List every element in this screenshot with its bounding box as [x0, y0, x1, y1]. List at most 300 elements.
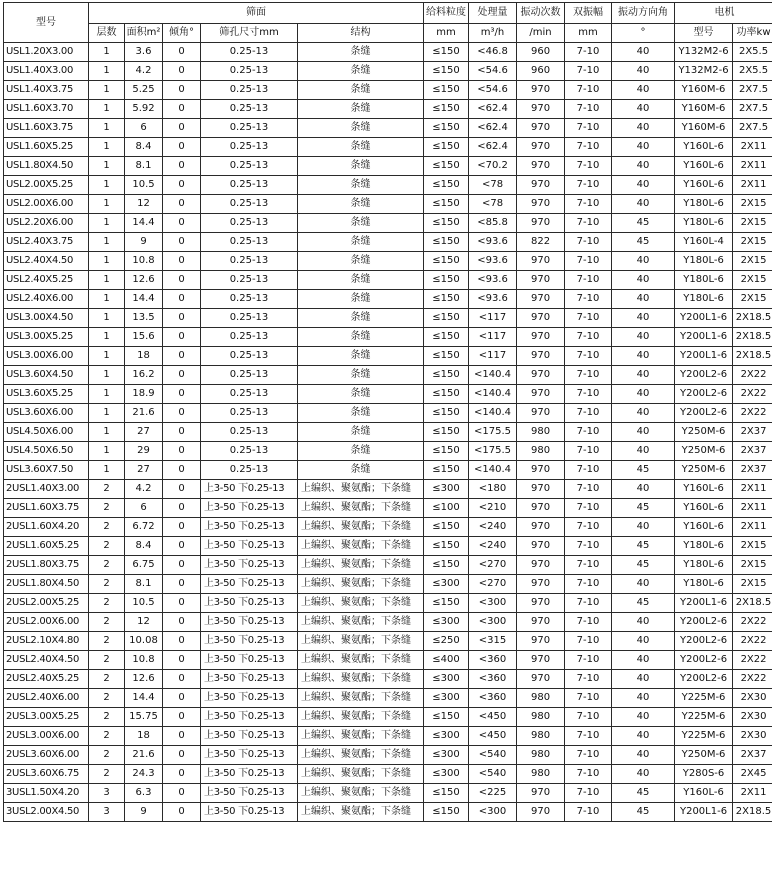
cell-direction: 40	[612, 119, 675, 138]
cell-angle: 0	[163, 575, 201, 594]
cell-structure: 上编织、聚氨酯；下条缝	[298, 537, 424, 556]
cell-feed: ≤300	[424, 765, 469, 784]
cell-structure: 上编织、聚氨酯；下条缝	[298, 632, 424, 651]
header-layers: 层数	[89, 24, 125, 43]
table-row	[4, 214, 772, 233]
cell-motor-power: 2X7.5	[733, 100, 772, 119]
cell-feed: ≤150	[424, 176, 469, 195]
cell-area: 5.92	[125, 100, 163, 119]
cell-mesh: 0.25-13	[201, 328, 298, 347]
cell-mesh: 上3-50 下0.25-13	[201, 537, 298, 556]
cell-angle: 0	[163, 309, 201, 328]
cell-area: 18	[125, 727, 163, 746]
cell-direction: 45	[612, 594, 675, 613]
header-direction: 振动方向角	[612, 3, 675, 24]
cell-direction: 40	[612, 138, 675, 157]
table-row	[4, 290, 772, 309]
cell-motor-power: 2X11	[733, 138, 772, 157]
cell-direction: 40	[612, 195, 675, 214]
cell-structure: 上编织、聚氨酯；下条缝	[298, 518, 424, 537]
cell-feed: ≤300	[424, 689, 469, 708]
cell-amplitude: 7-10	[565, 442, 612, 461]
cell-capacity: <270	[469, 575, 517, 594]
cell-direction: 40	[612, 480, 675, 499]
cell-angle: 0	[163, 803, 201, 822]
table-row	[4, 651, 772, 670]
cell-angle: 0	[163, 689, 201, 708]
cell-motor-power: 2X11	[733, 157, 772, 176]
cell-amplitude: 7-10	[565, 423, 612, 442]
cell-amplitude: 7-10	[565, 784, 612, 803]
cell-area: 18.9	[125, 385, 163, 404]
cell-angle: 0	[163, 537, 201, 556]
cell-motor-model: Y180L-6	[675, 271, 733, 290]
cell-amplitude: 7-10	[565, 708, 612, 727]
cell-mesh: 0.25-13	[201, 214, 298, 233]
cell-motor-power: 2X5.5	[733, 43, 772, 62]
cell-model: 2USL2.10X4.80	[4, 632, 89, 651]
cell-amplitude: 7-10	[565, 366, 612, 385]
cell-frequency: 970	[517, 784, 565, 803]
cell-structure: 条缝	[298, 100, 424, 119]
cell-angle: 0	[163, 423, 201, 442]
cell-angle: 0	[163, 461, 201, 480]
cell-direction: 40	[612, 518, 675, 537]
cell-angle: 0	[163, 233, 201, 252]
cell-amplitude: 7-10	[565, 214, 612, 233]
cell-structure: 上编织、聚氨酯；下条缝	[298, 746, 424, 765]
cell-capacity: <315	[469, 632, 517, 651]
cell-direction: 40	[612, 708, 675, 727]
cell-capacity: <540	[469, 746, 517, 765]
cell-capacity: <93.6	[469, 252, 517, 271]
cell-capacity: <54.6	[469, 81, 517, 100]
cell-mesh: 上3-50 下0.25-13	[201, 556, 298, 575]
cell-area: 6.75	[125, 556, 163, 575]
cell-direction: 40	[612, 613, 675, 632]
cell-feed: ≤300	[424, 575, 469, 594]
cell-layers: 2	[89, 537, 125, 556]
cell-angle: 0	[163, 385, 201, 404]
cell-area: 24.3	[125, 765, 163, 784]
table-row	[4, 347, 772, 366]
cell-amplitude: 7-10	[565, 404, 612, 423]
cell-layers: 1	[89, 328, 125, 347]
cell-mesh: 上3-50 下0.25-13	[201, 803, 298, 822]
header-feed: 给料粒度	[424, 3, 469, 24]
table-row	[4, 62, 772, 81]
cell-structure: 条缝	[298, 252, 424, 271]
cell-motor-power: 2X37	[733, 423, 772, 442]
table-row	[4, 480, 772, 499]
cell-direction: 45	[612, 556, 675, 575]
cell-frequency: 970	[517, 347, 565, 366]
cell-amplitude: 7-10	[565, 518, 612, 537]
cell-layers: 2	[89, 689, 125, 708]
cell-angle: 0	[163, 727, 201, 746]
cell-frequency: 980	[517, 423, 565, 442]
cell-frequency: 970	[517, 309, 565, 328]
cell-capacity: <140.4	[469, 461, 517, 480]
table-row	[4, 556, 772, 575]
cell-frequency: 980	[517, 746, 565, 765]
cell-layers: 1	[89, 423, 125, 442]
cell-structure: 条缝	[298, 43, 424, 62]
cell-structure: 上编织、聚氨酯；下条缝	[298, 765, 424, 784]
cell-feed: ≤250	[424, 632, 469, 651]
cell-model: 2USL1.60X3.75	[4, 499, 89, 518]
cell-feed: ≤150	[424, 233, 469, 252]
cell-frequency: 970	[517, 290, 565, 309]
cell-model: USL3.00X6.00	[4, 347, 89, 366]
cell-amplitude: 7-10	[565, 62, 612, 81]
cell-structure: 上编织、聚氨酯；下条缝	[298, 556, 424, 575]
cell-layers: 2	[89, 518, 125, 537]
table-row	[4, 727, 772, 746]
cell-mesh: 0.25-13	[201, 423, 298, 442]
cell-frequency: 970	[517, 119, 565, 138]
cell-amplitude: 7-10	[565, 309, 612, 328]
cell-angle: 0	[163, 708, 201, 727]
cell-capacity: <180	[469, 480, 517, 499]
cell-angle: 0	[163, 784, 201, 803]
cell-model: USL3.60X5.25	[4, 385, 89, 404]
cell-layers: 2	[89, 765, 125, 784]
cell-layers: 2	[89, 670, 125, 689]
cell-capacity: <78	[469, 195, 517, 214]
cell-layers: 2	[89, 613, 125, 632]
cell-area: 3.6	[125, 43, 163, 62]
cell-direction: 45	[612, 461, 675, 480]
cell-mesh: 0.25-13	[201, 271, 298, 290]
cell-motor-model: Y160M-6	[675, 119, 733, 138]
cell-feed: ≤150	[424, 347, 469, 366]
table-row	[4, 689, 772, 708]
cell-mesh: 0.25-13	[201, 347, 298, 366]
cell-direction: 40	[612, 347, 675, 366]
cell-capacity: <360	[469, 670, 517, 689]
cell-direction: 40	[612, 100, 675, 119]
cell-layers: 1	[89, 119, 125, 138]
cell-area: 14.4	[125, 689, 163, 708]
cell-model: 2USL2.40X5.25	[4, 670, 89, 689]
table-row	[4, 575, 772, 594]
cell-motor-model: Y250M-6	[675, 746, 733, 765]
cell-model: 2USL3.00X6.00	[4, 727, 89, 746]
cell-feed: ≤100	[424, 499, 469, 518]
cell-amplitude: 7-10	[565, 632, 612, 651]
cell-direction: 40	[612, 689, 675, 708]
cell-motor-model: Y200L2-6	[675, 670, 733, 689]
cell-feed: ≤300	[424, 613, 469, 632]
cell-amplitude: 7-10	[565, 803, 612, 822]
cell-angle: 0	[163, 214, 201, 233]
cell-motor-model: Y160M-6	[675, 81, 733, 100]
cell-model: USL1.60X3.75	[4, 119, 89, 138]
cell-area: 27	[125, 423, 163, 442]
cell-mesh: 0.25-13	[201, 404, 298, 423]
table-row	[4, 271, 772, 290]
cell-area: 6	[125, 119, 163, 138]
cell-frequency: 970	[517, 670, 565, 689]
cell-motor-power: 2X37	[733, 442, 772, 461]
table-row	[4, 594, 772, 613]
cell-model: USL4.50X6.00	[4, 423, 89, 442]
cell-capacity: <225	[469, 784, 517, 803]
cell-amplitude: 7-10	[565, 689, 612, 708]
cell-area: 10.5	[125, 176, 163, 195]
cell-frequency: 980	[517, 765, 565, 784]
table-row	[4, 157, 772, 176]
cell-model: 2USL1.80X3.75	[4, 556, 89, 575]
cell-frequency: 970	[517, 499, 565, 518]
cell-area: 6	[125, 499, 163, 518]
cell-frequency: 970	[517, 176, 565, 195]
cell-frequency: 980	[517, 708, 565, 727]
cell-feed: ≤150	[424, 138, 469, 157]
cell-motor-power: 2X11	[733, 176, 772, 195]
cell-mesh: 0.25-13	[201, 290, 298, 309]
cell-direction: 45	[612, 214, 675, 233]
header-feed-unit: mm	[424, 24, 469, 43]
cell-amplitude: 7-10	[565, 119, 612, 138]
header-motor-group: 电机	[675, 3, 772, 24]
cell-angle: 0	[163, 366, 201, 385]
cell-model: USL4.50X6.50	[4, 442, 89, 461]
cell-motor-model: Y250M-6	[675, 461, 733, 480]
cell-motor-power: 2X15	[733, 214, 772, 233]
cell-model: USL1.60X5.25	[4, 138, 89, 157]
cell-mesh: 0.25-13	[201, 157, 298, 176]
cell-mesh: 上3-50 下0.25-13	[201, 480, 298, 499]
cell-amplitude: 7-10	[565, 43, 612, 62]
cell-mesh: 上3-50 下0.25-13	[201, 594, 298, 613]
cell-model: USL3.60X7.50	[4, 461, 89, 480]
cell-feed: ≤150	[424, 81, 469, 100]
table-row	[4, 366, 772, 385]
cell-structure: 上编织、聚氨酯；下条缝	[298, 480, 424, 499]
cell-motor-power: 2X22	[733, 651, 772, 670]
cell-amplitude: 7-10	[565, 537, 612, 556]
cell-direction: 40	[612, 62, 675, 81]
cell-structure: 条缝	[298, 385, 424, 404]
cell-angle: 0	[163, 195, 201, 214]
cell-model: 3USL2.00X4.50	[4, 803, 89, 822]
cell-layers: 1	[89, 214, 125, 233]
cell-direction: 40	[612, 670, 675, 689]
cell-motor-model: Y250M-6	[675, 442, 733, 461]
cell-amplitude: 7-10	[565, 347, 612, 366]
cell-frequency: 970	[517, 328, 565, 347]
cell-angle: 0	[163, 765, 201, 784]
cell-mesh: 上3-50 下0.25-13	[201, 689, 298, 708]
table-row	[4, 632, 772, 651]
cell-model: 2USL3.60X6.75	[4, 765, 89, 784]
cell-direction: 40	[612, 366, 675, 385]
cell-feed: ≤150	[424, 62, 469, 81]
header-frequency-unit: /min	[517, 24, 565, 43]
cell-capacity: <450	[469, 727, 517, 746]
cell-direction: 40	[612, 328, 675, 347]
cell-motor-power: 2X15	[733, 537, 772, 556]
cell-angle: 0	[163, 632, 201, 651]
cell-feed: ≤150	[424, 784, 469, 803]
cell-amplitude: 7-10	[565, 81, 612, 100]
cell-angle: 0	[163, 138, 201, 157]
table-row	[4, 746, 772, 765]
cell-angle: 0	[163, 499, 201, 518]
cell-frequency: 970	[517, 81, 565, 100]
cell-motor-power: 2X15	[733, 556, 772, 575]
table-row	[4, 670, 772, 689]
cell-structure: 条缝	[298, 347, 424, 366]
cell-motor-power: 2X22	[733, 670, 772, 689]
cell-capacity: <46.8	[469, 43, 517, 62]
cell-motor-power: 2X11	[733, 518, 772, 537]
cell-area: 8.4	[125, 138, 163, 157]
header-amplitude-unit: mm	[565, 24, 612, 43]
cell-model: 2USL1.60X5.25	[4, 537, 89, 556]
cell-area: 18	[125, 347, 163, 366]
cell-area: 9	[125, 803, 163, 822]
cell-motor-model: Y132M2-6	[675, 62, 733, 81]
table-row	[4, 461, 772, 480]
cell-amplitude: 7-10	[565, 100, 612, 119]
cell-motor-model: Y180L-6	[675, 290, 733, 309]
cell-layers: 1	[89, 385, 125, 404]
cell-angle: 0	[163, 404, 201, 423]
cell-motor-power: 2X15	[733, 290, 772, 309]
header-motor-model: 型号	[675, 24, 733, 43]
cell-area: 10.8	[125, 651, 163, 670]
cell-capacity: <270	[469, 556, 517, 575]
cell-angle: 0	[163, 480, 201, 499]
cell-mesh: 0.25-13	[201, 62, 298, 81]
header-motor-power: 功率kw	[733, 24, 772, 43]
cell-model: USL1.40X3.75	[4, 81, 89, 100]
cell-angle: 0	[163, 176, 201, 195]
cell-capacity: <240	[469, 518, 517, 537]
table-row	[4, 328, 772, 347]
cell-frequency: 970	[517, 803, 565, 822]
cell-motor-power: 2X18.5	[733, 328, 772, 347]
table-row	[4, 309, 772, 328]
cell-capacity: <240	[469, 537, 517, 556]
cell-frequency: 970	[517, 556, 565, 575]
cell-feed: ≤150	[424, 157, 469, 176]
cell-angle: 0	[163, 119, 201, 138]
cell-structure: 上编织、聚氨酯；下条缝	[298, 708, 424, 727]
cell-area: 8.4	[125, 537, 163, 556]
cell-direction: 40	[612, 746, 675, 765]
cell-model: USL3.00X4.50	[4, 309, 89, 328]
table-row	[4, 138, 772, 157]
cell-capacity: <360	[469, 651, 517, 670]
cell-motor-model: Y180L-6	[675, 537, 733, 556]
cell-motor-model: Y200L1-6	[675, 594, 733, 613]
cell-capacity: <85.8	[469, 214, 517, 233]
cell-layers: 1	[89, 290, 125, 309]
cell-area: 8.1	[125, 157, 163, 176]
cell-motor-model: Y200L1-6	[675, 328, 733, 347]
cell-motor-power: 2X15	[733, 271, 772, 290]
cell-motor-model: Y200L2-6	[675, 385, 733, 404]
cell-structure: 上编织、聚氨酯；下条缝	[298, 651, 424, 670]
cell-feed: ≤150	[424, 309, 469, 328]
cell-mesh: 0.25-13	[201, 385, 298, 404]
cell-layers: 1	[89, 461, 125, 480]
spec-table	[3, 2, 772, 822]
cell-frequency: 822	[517, 233, 565, 252]
cell-feed: ≤400	[424, 651, 469, 670]
cell-model: USL2.40X4.50	[4, 252, 89, 271]
table-row	[4, 803, 772, 822]
cell-motor-power: 2X30	[733, 689, 772, 708]
cell-structure: 条缝	[298, 271, 424, 290]
cell-frequency: 970	[517, 461, 565, 480]
table-row	[4, 252, 772, 271]
cell-frequency: 970	[517, 575, 565, 594]
cell-feed: ≤150	[424, 43, 469, 62]
header-area: 面积m²	[125, 24, 163, 43]
cell-mesh: 0.25-13	[201, 309, 298, 328]
cell-structure: 条缝	[298, 62, 424, 81]
cell-mesh: 上3-50 下0.25-13	[201, 670, 298, 689]
cell-direction: 40	[612, 727, 675, 746]
cell-motor-model: Y250M-6	[675, 423, 733, 442]
cell-structure: 条缝	[298, 176, 424, 195]
cell-amplitude: 7-10	[565, 157, 612, 176]
cell-motor-power: 2X5.5	[733, 62, 772, 81]
cell-feed: ≤150	[424, 385, 469, 404]
cell-direction: 40	[612, 271, 675, 290]
cell-angle: 0	[163, 328, 201, 347]
cell-frequency: 970	[517, 651, 565, 670]
cell-mesh: 0.25-13	[201, 252, 298, 271]
cell-layers: 2	[89, 480, 125, 499]
cell-mesh: 上3-50 下0.25-13	[201, 518, 298, 537]
cell-frequency: 970	[517, 100, 565, 119]
cell-angle: 0	[163, 100, 201, 119]
table-row	[4, 119, 772, 138]
table-row	[4, 784, 772, 803]
cell-layers: 1	[89, 81, 125, 100]
cell-frequency: 970	[517, 613, 565, 632]
cell-model: 2USL2.00X5.25	[4, 594, 89, 613]
cell-motor-power: 2X18.5	[733, 347, 772, 366]
cell-area: 10.08	[125, 632, 163, 651]
cell-amplitude: 7-10	[565, 746, 612, 765]
cell-direction: 45	[612, 784, 675, 803]
cell-area: 10.5	[125, 594, 163, 613]
header-screen-group: 筛面	[89, 3, 424, 24]
cell-capacity: <175.5	[469, 423, 517, 442]
cell-model: 2USL2.40X6.00	[4, 689, 89, 708]
table-row	[4, 499, 772, 518]
cell-motor-power: 2X45	[733, 765, 772, 784]
cell-amplitude: 7-10	[565, 195, 612, 214]
cell-mesh: 0.25-13	[201, 119, 298, 138]
cell-mesh: 0.25-13	[201, 176, 298, 195]
cell-mesh: 0.25-13	[201, 366, 298, 385]
cell-area: 13.5	[125, 309, 163, 328]
table-row	[4, 176, 772, 195]
cell-structure: 条缝	[298, 138, 424, 157]
cell-motor-power: 2X18.5	[733, 594, 772, 613]
table-row	[4, 765, 772, 784]
cell-frequency: 970	[517, 195, 565, 214]
cell-structure: 条缝	[298, 404, 424, 423]
